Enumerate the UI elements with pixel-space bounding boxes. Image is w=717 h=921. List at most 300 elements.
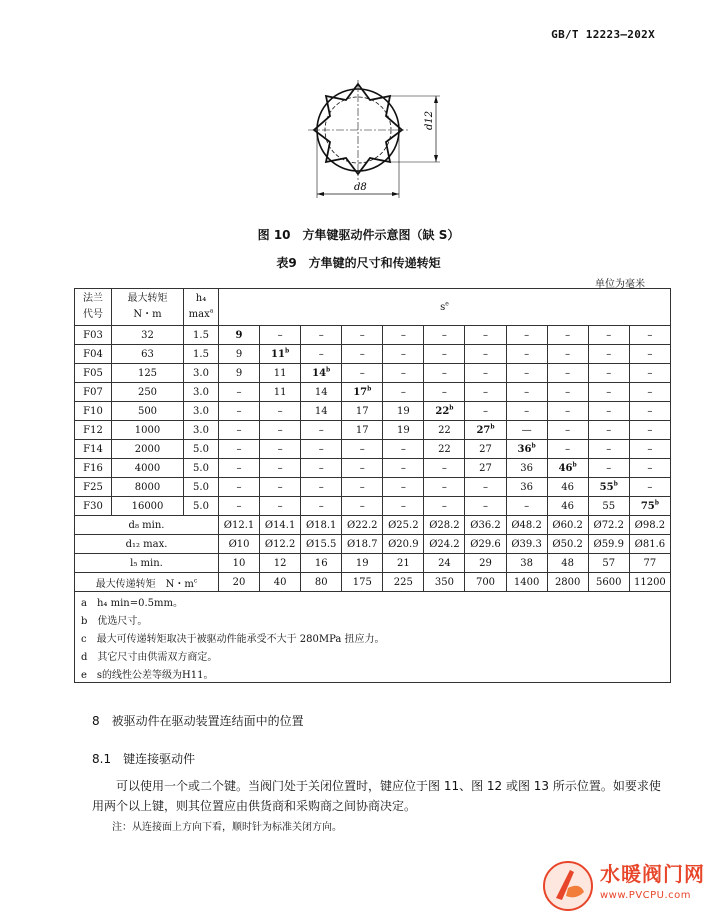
s-cell xyxy=(301,440,342,459)
s-cell xyxy=(506,421,547,440)
preferred-mark: b xyxy=(654,499,659,507)
transmit-torque-value: 700 xyxy=(465,573,506,592)
table-note: b 优选尺寸。 xyxy=(75,610,671,628)
s-cell xyxy=(629,383,670,402)
s-value: – xyxy=(400,386,406,398)
h4-max: 3.0 xyxy=(184,402,219,421)
s-value: – xyxy=(606,348,612,360)
d12-max-value: Ø39.3 xyxy=(506,535,547,554)
s-cell xyxy=(219,383,260,402)
section-8-title: 8 被驱动件在驱动装置连结面中的位置 xyxy=(92,714,304,728)
preferred-mark: b xyxy=(531,442,536,450)
max-torque: 16000 xyxy=(112,497,184,516)
s-cell xyxy=(424,478,465,497)
s-cell xyxy=(301,421,342,440)
table-note-row xyxy=(75,646,671,664)
max-torque: 2000 xyxy=(112,440,184,459)
s-value: – xyxy=(606,424,612,436)
s-cell xyxy=(629,326,670,345)
s-cell xyxy=(383,478,424,497)
d8-label: d8 xyxy=(354,182,367,193)
s-value: 11 xyxy=(273,386,287,398)
l5-min-value: 12 xyxy=(260,554,301,573)
table-caption: 表9 方隼键的尺寸和传递转矩 xyxy=(276,256,441,270)
preferred-mark: b xyxy=(284,347,290,355)
s-value: 46 xyxy=(561,500,575,512)
s-cell xyxy=(465,345,506,364)
s-cell xyxy=(465,478,506,497)
s-value: – xyxy=(565,405,571,417)
max-torque: 8000 xyxy=(112,478,184,497)
s-value: – xyxy=(647,386,653,398)
d12-max-row xyxy=(75,535,671,554)
s-value: – xyxy=(524,386,530,398)
s-cell xyxy=(301,478,342,497)
d8-min-value: Ø48.2 xyxy=(506,516,547,535)
s-cell xyxy=(260,383,301,402)
s-cell xyxy=(383,459,424,478)
s-value: – xyxy=(606,462,612,474)
s-cell xyxy=(342,440,383,459)
s-value: – xyxy=(524,405,530,417)
s-cell xyxy=(383,421,424,440)
s-cell xyxy=(383,345,424,364)
s-cell xyxy=(219,497,260,516)
s-cell xyxy=(383,402,424,421)
s-cell xyxy=(547,440,588,459)
flange-code: F14 xyxy=(75,440,112,459)
s-value: – xyxy=(277,462,283,474)
s-cell xyxy=(424,440,465,459)
torque-header-l2: N・m xyxy=(133,309,162,320)
flange-code: F10 xyxy=(75,402,112,421)
s-value: – xyxy=(400,443,406,455)
d8-min-value: Ø36.2 xyxy=(465,516,506,535)
s-cell xyxy=(219,459,260,478)
d8-min-label xyxy=(75,516,219,535)
s-value: – xyxy=(400,481,406,493)
s-value: 9 xyxy=(235,367,243,379)
h4-max: 3.0 xyxy=(184,364,219,383)
s-cell xyxy=(547,459,588,478)
flange-code: F03 xyxy=(75,326,112,345)
h-header-l2 xyxy=(184,307,218,323)
watermark-logo-icon xyxy=(540,858,596,914)
s-cell xyxy=(629,345,670,364)
s-cell xyxy=(301,364,342,383)
h4-max: 5.0 xyxy=(184,440,219,459)
s-value: 75 xyxy=(640,500,655,512)
d8-min-value: Ø98.2 xyxy=(629,516,670,535)
s-value: – xyxy=(647,443,653,455)
s-value: – xyxy=(236,443,242,455)
s-value: – xyxy=(359,481,365,493)
max-torque: 125 xyxy=(112,364,184,383)
flange-header-l1: 法兰 xyxy=(83,293,103,304)
s-value: 9 xyxy=(235,329,243,341)
s-value: – xyxy=(277,405,283,417)
s-cell xyxy=(506,383,547,402)
s-value: – xyxy=(524,367,530,379)
s-cell xyxy=(588,421,629,440)
h4-max: 3.0 xyxy=(184,383,219,402)
s-cell xyxy=(424,383,465,402)
s-cell xyxy=(547,383,588,402)
s-cell xyxy=(424,326,465,345)
s-value: – xyxy=(318,500,324,512)
s-cell xyxy=(547,402,588,421)
h4-max: 5.0 xyxy=(184,459,219,478)
s-cell xyxy=(301,383,342,402)
s-value: – xyxy=(606,329,612,341)
flange-code: F04 xyxy=(75,345,112,364)
s-cell xyxy=(301,326,342,345)
s-cell xyxy=(588,383,629,402)
s-value: – xyxy=(441,481,447,493)
l5-min-value: 29 xyxy=(465,554,506,573)
s-value: – xyxy=(441,386,447,398)
table-note: c 最大可传递转矩取决于被驱动件能承受不大于 280MPa 扭应力。 xyxy=(75,628,671,646)
d8-min-value: Ø25.2 xyxy=(383,516,424,535)
s-cell xyxy=(629,478,670,497)
table-note: d 其它尺寸由供需双方商定。 xyxy=(75,646,671,664)
s-cell xyxy=(588,440,629,459)
s-value: – xyxy=(318,348,324,360)
s-value: – xyxy=(277,481,283,493)
d8-min-value: Ø18.1 xyxy=(301,516,342,535)
s-value: 36 xyxy=(517,443,532,455)
s-value: – xyxy=(647,367,653,379)
s-cell xyxy=(506,497,547,516)
d12-max-value: Ø15.5 xyxy=(301,535,342,554)
s-cell xyxy=(301,402,342,421)
s-cell xyxy=(506,345,547,364)
s-cell xyxy=(342,459,383,478)
flange-header-l2: 代号 xyxy=(83,309,103,320)
table-row xyxy=(75,402,671,421)
table-row xyxy=(75,497,671,516)
s-value: 36 xyxy=(520,481,533,493)
s-value: – xyxy=(483,500,488,512)
s-value: 55 xyxy=(602,500,616,512)
l5-min-value: 24 xyxy=(424,554,465,573)
s-value: – xyxy=(483,405,488,417)
table-note-row xyxy=(75,628,671,646)
s-value: – xyxy=(441,367,447,379)
l5-min-value: 38 xyxy=(506,554,547,573)
transmit-torque-value: 350 xyxy=(424,573,465,592)
s-cell xyxy=(260,421,301,440)
s-cell xyxy=(260,440,301,459)
table-row xyxy=(75,364,671,383)
d12-label: d12 xyxy=(424,110,435,130)
s-cell xyxy=(629,440,670,459)
s-cell xyxy=(342,364,383,383)
h-header-max: max xyxy=(188,309,210,320)
s-value: – xyxy=(606,386,612,398)
s-value: 27 xyxy=(479,462,492,474)
s-value: 46 xyxy=(561,481,575,493)
d12-max-value: Ø29.6 xyxy=(465,535,506,554)
s-cell xyxy=(588,326,629,345)
s-value: – xyxy=(400,348,406,360)
s-cell xyxy=(342,421,383,440)
s-value: – xyxy=(359,443,365,455)
transmit-torque-value: 2800 xyxy=(547,573,588,592)
transmit-torque-value: 175 xyxy=(342,573,383,592)
watermark-url: www.PVCPU.com xyxy=(600,890,692,901)
s-value: 14 xyxy=(312,367,327,379)
s-value: 27 xyxy=(476,424,491,436)
body-paragraph: 可以使用一个或二个键。当阀门处于关闭位置时，键应位于图 11、图 12 或图 13 所示位置。如要求使用两个以上键，则其位置应由供货商和采购商之间协商决定。 xyxy=(92,779,661,813)
s-cell xyxy=(588,364,629,383)
s-cell xyxy=(260,478,301,497)
preferred-mark: b xyxy=(572,461,577,469)
s-value: – xyxy=(277,424,283,436)
s-cell xyxy=(260,364,301,383)
s-value: – xyxy=(441,329,447,341)
s-value: 14 xyxy=(314,386,328,398)
s-cell xyxy=(301,345,342,364)
s-value: – xyxy=(565,424,571,436)
transmit-torque-value: 5600 xyxy=(588,573,629,592)
table-note: e s的线性公差等级为H11。 xyxy=(75,664,671,683)
table-row xyxy=(75,326,671,345)
s-cell xyxy=(588,459,629,478)
s-cell xyxy=(465,402,506,421)
d12-max-label-text: d₁₂ max. xyxy=(125,538,168,550)
s-value: – xyxy=(647,462,653,474)
s-value: – xyxy=(318,329,324,341)
table-row xyxy=(75,459,671,478)
h-header-l1: h₄ xyxy=(195,293,207,304)
s-value: – xyxy=(236,462,242,474)
s-cell xyxy=(383,364,424,383)
s-value: – xyxy=(359,329,365,341)
l5-min-label-text: l₅ min. xyxy=(130,557,163,569)
s-value: – xyxy=(647,424,653,436)
s-cell xyxy=(547,364,588,383)
s-cell xyxy=(219,478,260,497)
s-value: – xyxy=(524,348,530,360)
s-cell xyxy=(424,459,465,478)
s-cell xyxy=(465,421,506,440)
s-cell xyxy=(588,345,629,364)
header-row xyxy=(75,289,671,326)
s-value: – xyxy=(236,481,242,493)
d8-min-value: Ø12.1 xyxy=(219,516,260,535)
s-cell xyxy=(219,345,260,364)
h-header-sup: a xyxy=(209,307,214,315)
max-torque: 32 xyxy=(112,326,184,345)
h4-max: 3.0 xyxy=(184,421,219,440)
s-cell xyxy=(301,459,342,478)
s-cell xyxy=(465,440,506,459)
s-cell xyxy=(506,326,547,345)
max-torque: 500 xyxy=(112,402,184,421)
s-value: – xyxy=(236,500,242,512)
table-row xyxy=(75,478,671,497)
s-value: 46 xyxy=(558,462,573,474)
h4-max: 1.5 xyxy=(184,326,219,345)
square-key-drive-diagram xyxy=(288,70,468,220)
s-cell xyxy=(547,497,588,516)
torque-header-l1: 最大转矩 xyxy=(127,293,168,304)
d12-max-value: Ø50.2 xyxy=(547,535,588,554)
flange-code: F07 xyxy=(75,383,112,402)
s-value: – xyxy=(318,462,324,474)
s-value: 19 xyxy=(396,405,410,417)
s-value: — xyxy=(521,424,532,436)
s-cell xyxy=(219,440,260,459)
torque-header xyxy=(112,289,184,326)
max-torque: 250 xyxy=(112,383,184,402)
d8-min-value: Ø60.2 xyxy=(547,516,588,535)
s-value: 22 xyxy=(435,405,450,417)
s-value: 17 xyxy=(355,405,369,417)
d12-max-value: Ø10 xyxy=(219,535,260,554)
s-value: 22 xyxy=(438,443,451,455)
s-value: – xyxy=(236,424,242,436)
s-cell xyxy=(383,383,424,402)
watermark xyxy=(540,858,715,918)
table-row xyxy=(75,440,671,459)
d12-max-value: Ø18.7 xyxy=(342,535,383,554)
flange-code: F30 xyxy=(75,497,112,516)
s-value: – xyxy=(524,500,530,512)
d8-min-value: Ø14.1 xyxy=(260,516,301,535)
s-cell xyxy=(629,497,670,516)
s-cell xyxy=(219,402,260,421)
s-cell xyxy=(342,326,383,345)
direction-note: 注：从连接面上方向下看，顺时针为标准关闭方向。 xyxy=(112,822,342,833)
table-row xyxy=(75,421,671,440)
transmit-torque-row xyxy=(75,573,671,592)
s-value: – xyxy=(400,500,406,512)
flange-code: F05 xyxy=(75,364,112,383)
transmit-torque-label-sup: c xyxy=(193,577,198,585)
s-value: – xyxy=(359,462,365,474)
s-value: 55 xyxy=(599,481,614,493)
d12-max-value: Ø12.2 xyxy=(260,535,301,554)
s-cell xyxy=(301,497,342,516)
drive-figure xyxy=(288,70,468,220)
transmit-torque-value: 225 xyxy=(383,573,424,592)
table-note-row xyxy=(75,592,671,611)
s-value: – xyxy=(359,348,365,360)
d8-min-value: Ø28.2 xyxy=(424,516,465,535)
s-cell xyxy=(424,402,465,421)
flange-header xyxy=(75,289,112,326)
l5-min-value: 21 xyxy=(383,554,424,573)
s-cell xyxy=(383,440,424,459)
s-value: 9 xyxy=(235,348,243,360)
s-cell xyxy=(465,459,506,478)
section-8-1-title: 8.1 键连接驱动件 xyxy=(92,752,196,766)
s-cell xyxy=(424,421,465,440)
s-value: – xyxy=(318,424,324,436)
s-value: – xyxy=(441,348,447,360)
s-value: – xyxy=(277,443,283,455)
l5-min-value: 10 xyxy=(219,554,260,573)
table-row xyxy=(75,345,671,364)
s-value: – xyxy=(441,462,447,474)
s-value: 27 xyxy=(479,443,492,455)
spec-table xyxy=(74,288,671,683)
s-cell xyxy=(629,421,670,440)
s-cell xyxy=(342,383,383,402)
s-cell xyxy=(588,478,629,497)
s-value: – xyxy=(483,386,488,398)
h4-max: 5.0 xyxy=(184,497,219,516)
s-value: 17 xyxy=(355,424,369,436)
s-cell xyxy=(260,497,301,516)
s-cell xyxy=(260,345,301,364)
s-value: – xyxy=(483,481,488,493)
s-cell xyxy=(506,440,547,459)
s-value: – xyxy=(524,329,530,341)
s-value: – xyxy=(647,329,653,341)
d12-max-value: Ø59.9 xyxy=(588,535,629,554)
l5-min-value: 77 xyxy=(629,554,670,573)
s-value: – xyxy=(483,329,488,341)
s-value: 11 xyxy=(273,367,287,379)
s-cell xyxy=(629,402,670,421)
s-value: – xyxy=(277,500,283,512)
s-value: – xyxy=(606,367,612,379)
s-cell xyxy=(424,497,465,516)
preferred-mark: b xyxy=(367,385,372,393)
s-value: 11 xyxy=(271,348,285,360)
s-value: – xyxy=(359,367,365,379)
s-cell xyxy=(547,421,588,440)
s-cell xyxy=(260,459,301,478)
transmit-torque-label xyxy=(75,573,219,592)
max-torque: 63 xyxy=(112,345,184,364)
s-cell xyxy=(465,497,506,516)
l5-min-value: 48 xyxy=(547,554,588,573)
s-cell xyxy=(342,345,383,364)
transmit-torque-value: 40 xyxy=(260,573,301,592)
s-cell xyxy=(424,364,465,383)
s-cell xyxy=(588,497,629,516)
s-value: – xyxy=(236,405,242,417)
s-header-text: s xyxy=(440,301,446,313)
s-value: – xyxy=(647,405,653,417)
s-cell xyxy=(629,364,670,383)
s-value: – xyxy=(400,462,406,474)
transmit-torque-value: 1400 xyxy=(506,573,547,592)
h-header xyxy=(184,289,219,326)
s-value: – xyxy=(565,386,571,398)
s-cell xyxy=(547,326,588,345)
d8-min-value: Ø22.2 xyxy=(342,516,383,535)
d8-min-value: Ø72.2 xyxy=(588,516,629,535)
s-cell xyxy=(342,478,383,497)
s-value: – xyxy=(400,367,406,379)
d12-max-value: Ø81.6 xyxy=(629,535,670,554)
s-cell xyxy=(260,326,301,345)
s-cell xyxy=(506,478,547,497)
s-cell xyxy=(383,497,424,516)
s-value: 36 xyxy=(520,462,533,474)
s-cell xyxy=(383,326,424,345)
d12-max-value: Ø20.9 xyxy=(383,535,424,554)
unit-note: 单位为毫米 xyxy=(595,279,645,290)
l5-min-value: 16 xyxy=(301,554,342,573)
preferred-mark: b xyxy=(613,480,618,488)
s-value: – xyxy=(318,443,324,455)
